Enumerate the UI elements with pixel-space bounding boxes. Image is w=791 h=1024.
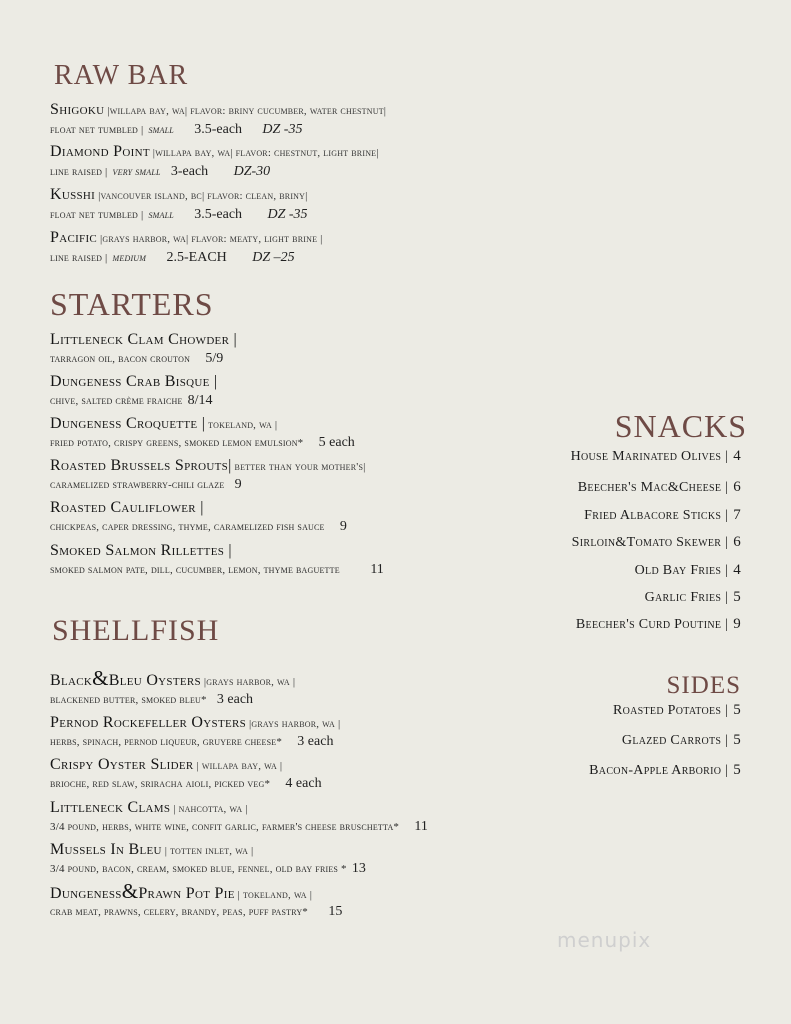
starter-desc: fried potato, crispy greens, smoked lemon emulsion* 5 each — [50, 435, 355, 450]
starter-item: Dungeness Crab Bisque | — [50, 373, 218, 390]
menupix-watermark: menupix — [557, 928, 652, 952]
shellfish-item: Littleneck Clams | nahcotta, wa | — [50, 799, 248, 816]
shellfish-desc: blackened butter, smoked bleu* 3 each — [50, 692, 254, 707]
shellfish-desc: brioche, red slaw, sriracha aioli, picked veg* 4 each — [50, 776, 322, 791]
snack-item: House Marinated Olives | 4 — [570, 448, 741, 464]
starter-desc: caramelized strawberry-chili glaze 9 — [50, 477, 242, 492]
starter-desc: chickpeas, caper dressing, thyme, caramelized fish sauce 9 — [50, 519, 347, 534]
shellfish-heading: SHELLFISH — [52, 614, 220, 647]
snack-item: Beecher's Curd Poutine | 9 — [575, 616, 741, 632]
item-meta: |willapa bay, wa| flavor: briny cucumber, water chestnut| — [104, 105, 387, 117]
side-item: Glazed Carrots | 5 — [621, 732, 741, 748]
starters-heading: STARTERS — [50, 286, 214, 322]
raw-bar-item — [50, 99, 386, 119]
snack-item: Fried Albacore Sticks | 7 — [584, 507, 741, 523]
item-name: Shigoku — [50, 101, 105, 118]
raw-bar-item-detail: float net tumbled | small 3.5-each DZ -35 — [50, 207, 308, 222]
snack-item: Garlic Fries | 5 — [644, 589, 741, 605]
shellfish-desc: crab meat, prawns, celery, brandy, peas, puff pastry* 15 — [50, 904, 343, 919]
shellfish-desc: herbs, spinach, pernod liqueur, gruyere cheese* 3 each — [50, 734, 334, 749]
snack-item: Sirloin&Tomato Skewer | 6 — [571, 534, 741, 550]
starter-item: Roasted Brussels Sprouts| better than your mother's| — [50, 457, 366, 474]
shellfish-item: Black&Bleu Oysters |grays harbor, wa | — [50, 666, 296, 690]
raw-bar-item-detail: line raised | very small 3-each DZ-30 — [50, 164, 271, 179]
raw-bar-item: Kusshi |vancouver island, bc| flavor: clean, briny| — [50, 186, 308, 203]
starter-desc: chive, salted crème fraiche 8/14 — [50, 393, 213, 408]
shellfish-item: Mussels In Bleu | totten inlet, wa | — [50, 841, 254, 858]
shellfish-desc: 3/4 pound, bacon, cream, smoked blue, fennel, old bay fries * 13 — [50, 861, 366, 876]
raw-bar-item-detail: line raised | medium 2.5-EACH DZ –25 — [50, 250, 295, 265]
snacks-heading: SNACKS — [614, 408, 747, 444]
snack-item: Beecher's Mac&Cheese | 6 — [577, 479, 741, 495]
shellfish-item: Pernod Rockefeller Oysters |grays harbor, wa | — [50, 714, 341, 731]
starter-item: Dungeness Croquette | tokeland, wa | — [50, 415, 278, 432]
starter-desc: smoked salmon pate, dill, cucumber, lemon, thyme baguette 11 — [50, 562, 384, 577]
shellfish-item: Dungeness&Prawn Pot Pie | tokeland, wa | — [50, 879, 313, 903]
starter-desc: tarragon oil, bacon crouton 5/9 — [50, 351, 224, 366]
raw-bar-item: Pacific |grays harbor, wa| flavor: meaty, light brine | — [50, 229, 323, 246]
raw-bar-item-detail: float net tumbled | small 3.5-each DZ -35 — [50, 122, 303, 137]
snack-item: Old Bay Fries | 4 — [634, 562, 741, 578]
raw-bar-item: Diamond Point |willapa bay, wa| flavor: chestnut, light brine| — [50, 143, 379, 160]
side-item: Roasted Potatoes | 5 — [612, 702, 741, 718]
side-item: Bacon-Apple Arborio | 5 — [589, 762, 741, 778]
raw-bar-heading: RAW BAR — [54, 60, 189, 91]
shellfish-desc: 3/4 pound, herbs, white wine, confit garlic, farmer's cheese bruschetta* 11 — [50, 819, 428, 834]
shellfish-item: Crispy Oyster Slider | willapa bay, wa | — [50, 756, 283, 773]
starter-item: Roasted Cauliflower | — [50, 499, 204, 516]
sides-heading: SIDES — [666, 672, 741, 699]
starter-item: Littleneck Clam Chowder | — [50, 331, 238, 348]
starter-item: Smoked Salmon Rillettes | — [50, 542, 232, 559]
